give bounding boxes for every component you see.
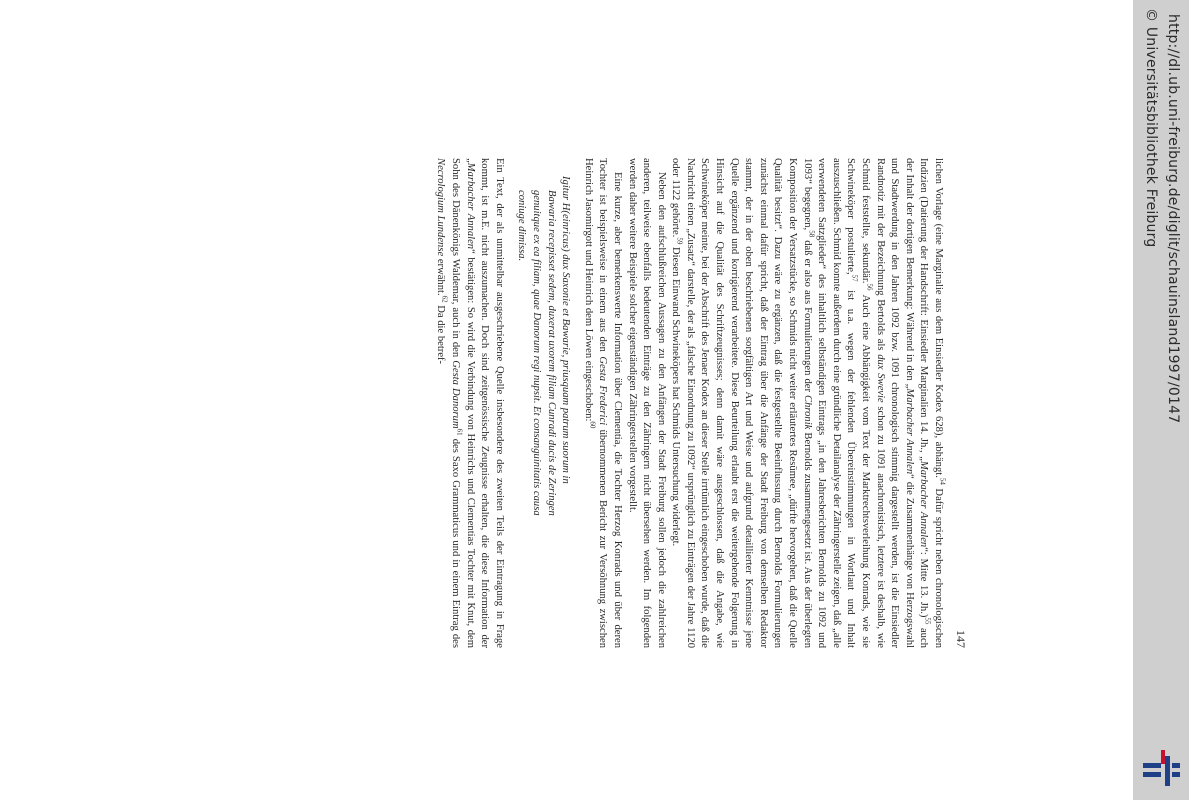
logo-bar-long [1165, 756, 1170, 786]
quote-line: coniuge dimissa. [516, 190, 528, 262]
paragraph-1: lichen Vorlage (eine Marginalie aus dem Einsiedler Kodex 628), abhängt.$^{54}$ Dafür spricht neben chronologischen Indizien (Datierung der Handschrift: Einsiedler Marginalien 14. Jh., „Marbacher Annalen“: Mitte 13. Jh.)$^{55}$ auch der Inhalt der dortigen Bemerkung: Während in den „Marbacher Annalen“ die Zusammenhänge von Herzogswahl und Stadtwerdung in den Jahren 1092 bzw. 1091 chronologisch stimmig dargestellt werden, ist die Einsiedler Randnotiz mit der Bezeichnung Bertolds als dux Swevie schon zu 1091 anachronistisch, letztere ist deshalb, wie Schmid feststellte, sekundär.$^{56}$ Auch eine Abhängigkeit vom Text der Marktrechtsverleihung Konrads, wie sie Schwineköper postulierte,$^{57}$ ist u.a. wegen der fehlenden Übereinstimmungen in Wortlaut und Inhalt auszuschließen. Schmid konnte außerdem durch eine gründliche Detailanalyse der Zähringerstelle zeigen, daß „alle verwendeten Satzglieder“ des inhaltlich selbständigen Eintrags „in den Jahresberichten Bernolds zu 1092 und 1093“ begegnen,$^{58}$ daß er also aus Formulierungen der Chronik Bernolds zusammengesetzt ist. Aus der überlegten Komposition der Versatzstücke, so Schmids nicht weiter erläutertes Resümee, „dürfte hervorgehen, daß die Quelle Qualität besitzt“. Dazu wäre zu ergänzen, daß die festgestellte Beeinflussung durch Bernolds Formulierungen zunächst einmal dafür spricht, daß der Eintrag über die Anfänge der Stadt Freiburg von demselben Redaktor stammt, der in der oben beschriebenen sorgfältigen Art und Weise und aufgrund detaillierter Kenntnisse jene Quelle ergänzend und korrigierend verarbeitete. Diese Beurteilung erlaubt erst die weitergehende Folgerung in Hinsicht auf die Qualität des Schriftzeugnisses; denn damit wäre ausgeschlossen, daß die Angabe, wie Schwineköper meinte, bei der Abschrift des Jenaer Kodex an dieser Stelle irrtümlich eingeschoben wurde, daß die Nachricht einen „Zusatz“ darstelle, der als „falsche Einordnung zu 1092“ ursprünglich zu Einträgen der Jahre 1120 oder 1122 gehörte.$^{59}$ Diesen Einwand Schwineköpers hat Schmids Untersuchung widerlegt. [670, 158, 947, 648]
footnote-ref: 59 [675, 237, 684, 245]
footnote-ref: 62 [440, 295, 449, 303]
logo-bar-right [1172, 763, 1180, 768]
logo-bar-right-low [1172, 772, 1180, 777]
document-page [195, 158, 968, 648]
paragraph-4: Ein Text, der als unmittelbar ausgeschriebene Quelle insbesondere des zweiten Teils der Eintragung in Frage kommt, ist m.E. nicht auszumachen. Doch sind zeitgenössische Zeugnisse erhalten, die diese Information der „Marbacher Annalen“ bestätigen: So wird die Verbindung von Heinrichs und Clementias Tochter mit Knut, dem Sohn des Dänenkönigs Waldemar, auch in den Gesta Danorum$^{61}$ des Saxo Grammaticus und in einem Eintrag des Necrologium Lundense erwähnt.$^{62}$ Da die betref- [435, 158, 505, 648]
latin-quote [514, 176, 572, 648]
footnote-ref: 56 [865, 283, 874, 291]
rotated-page [195, 158, 968, 648]
sidebar [1133, 0, 1189, 800]
quote-line: Igitur H(einricus) dux Saxonie et Bawarie, priusquam patrum suorum in [560, 176, 572, 484]
logo-bar-bottom [1143, 772, 1161, 777]
copyright-notice: © Universitätsbibliothek Freiburg [1143, 8, 1159, 248]
quote-line: genuitque ex ea filiam, quae Danorum regi nupsit. Et consanguinitatis causa [530, 190, 542, 516]
body-text [433, 158, 945, 648]
footnote-ref: 58 [807, 230, 816, 238]
permalink-url[interactable]: http://dl.ub.uni-freiburg.de/diglit/schauinsland1997/0147 [1165, 14, 1181, 424]
footnote-ref: 57 [850, 274, 859, 282]
footnote-ref: 55 [923, 617, 932, 625]
logo-red-mark [1161, 750, 1165, 764]
footnote-ref: 61 [455, 428, 464, 436]
page-number: 147 [954, 630, 968, 648]
footnote-ref: 60 [588, 421, 597, 429]
logo-bar-top [1143, 763, 1161, 768]
footnote-ref: 54 [938, 477, 947, 485]
quote-line: Bawaria recepisset sedem, duxerat uxorem filiam Cunradi ducis de Zeringen [545, 190, 557, 516]
paragraph-2: Neben den aufschlußreichen Aussagen zu den Anfängen der Stadt Freiburg sollen jedoch die zahlreichen anderen, teilweise ebenfalls bedeutenden Einträge zu den Zähringern nicht übersehen werden. Im folgenden werden daher weitere Beispiele solcher eigenständigen Zähringerstellen vorgestellt. [626, 158, 667, 648]
paragraph-3: Eine kurze, aber bemerkenswerte Information über Clementia, die Tochter Herzog Konrads und über deren Tochter ist beispielsweise in einem aus den Gesta Frederici übernommenen Bericht zur Versöhnung zwischen Heinrich Jasomirgott und Heinrich dem Löwen eingeschoben:$^{60}$ [582, 158, 623, 648]
ub-freiburg-logo-icon [1139, 748, 1183, 788]
sidebar-text [1133, 0, 1189, 800]
